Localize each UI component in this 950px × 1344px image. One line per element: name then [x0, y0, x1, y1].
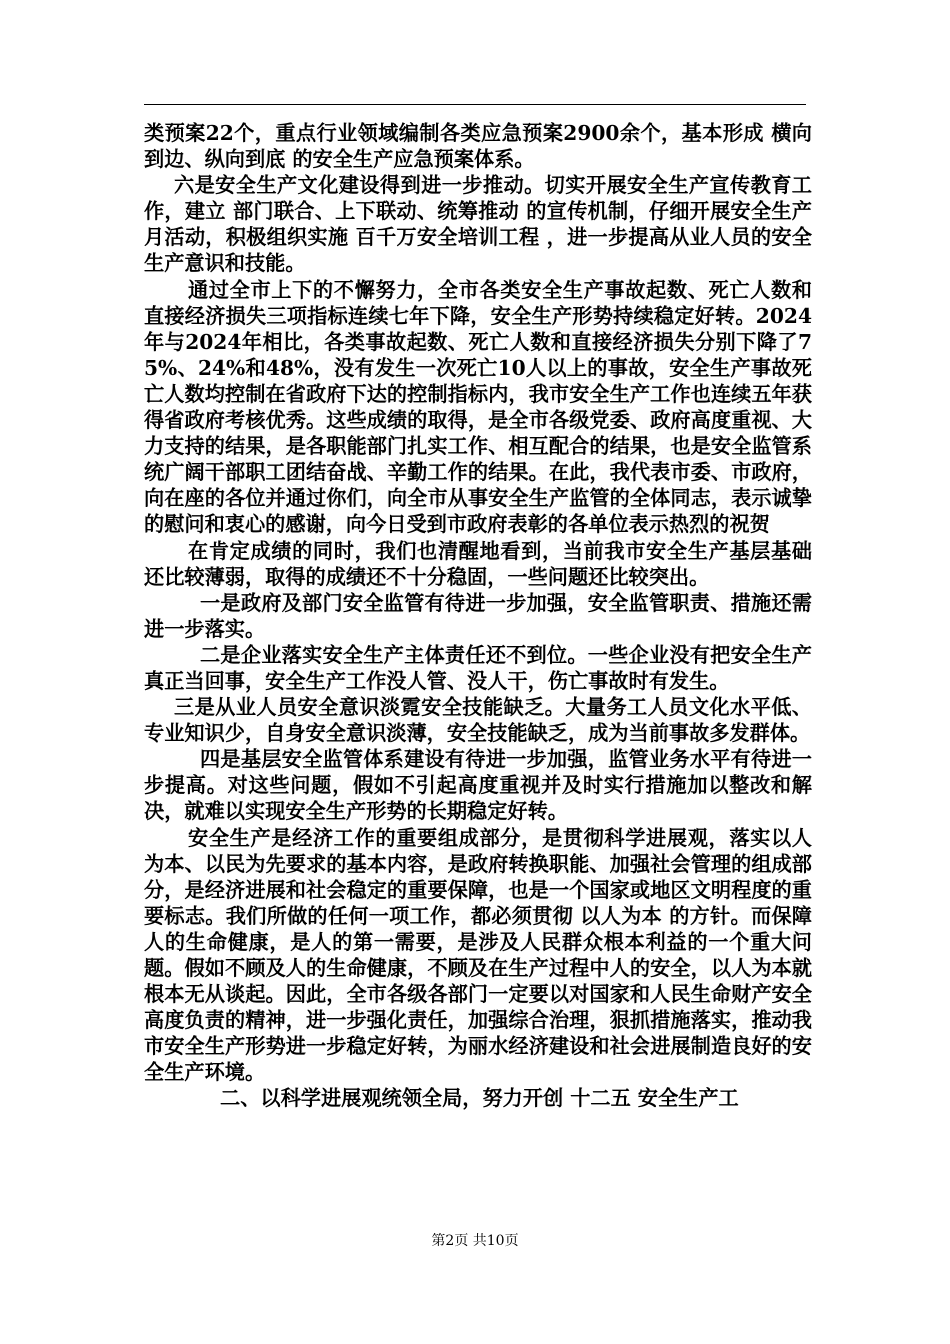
header-rule	[144, 104, 806, 105]
paragraph-2: 六是安全生产文化建设得到进一步推动。切实开展安全生产宣传教育工作，建立 部门联合、上下联动、统筹推动 的宣传机制，仔细开展安全生产月活动，积极组织实施 百千万安全培训工程 ，进一步提高从业人员的安全生产意识和技能。	[144, 173, 812, 276]
paragraph-5: 一是政府及部门安全监管有待进一步加强，安全监管职责、措施还需进一步落实。	[144, 590, 812, 641]
body-text	[144, 120, 812, 1112]
paragraph-3: 通过全市上下的不懈努力，全市各类安全生产事故起数、死亡人数和直接经济损失三项指标连续七年下降，安全生产形势持续稳定好转。2024年与2024年相比，各类事故起数、死亡人数和直接经济损失分别下降了75%、24%和48%，没有发生一次死亡10人以上的事故，安全生产事故死亡人数均控制在省政府下达的控制指标内，我市安全生产工作也连续五年获得省政府考核优秀。这些成绩的取得，是全市各级党委、政府高度重视、大力支持的结果，是各职能部门扎实工作、相互配合的结果，也是安全监管系统广阔干部职工团结奋战、辛勤工作的结果。在此，我代表市委、市政府，向在座的各位并通过你们，向全市从事安全生产监管的全体同志，表示诚挚的慰问和衷心的感谢，向今日受到市政府表彰的各单位表示热烈的祝贺	[144, 277, 812, 537]
paragraph-9: 安全生产是经济工作的重要组成部分，是贯彻科学进展观，落实以人为本、以民为先要求的基本内容，是政府转换职能、加强社会管理的组成部分，是经济进展和社会稳定的重要保障，也是一个国家或地区文明程度的重要标志。我们所做的任何一项工作，都必须贯彻 以人为本 的方针。而保障人的生命健康，是人的第一需要，是涉及人民群众根本利益的一个重大问题。假如不顾及人的生命健康，不顾及在生产过程中人的安全，以人为本就根本无从谈起。因此，全市各级各部门一定要以对国家和人民生命财产安全高度负责的精神，进一步强化责任，加强综合治理，狠抓措施落实，推动我市安全生产形势进一步稳定好转，为丽水经济建设和社会进展制造良好的安全生产环境。	[144, 825, 812, 1085]
paragraph-6: 二是企业落实安全生产主体责任还不到位。一些企业没有把安全生产真正当回事，安全生产工作没人管、没人干，伤亡事故时有发生。	[144, 642, 812, 693]
page-footer: 第2页 共10页	[431, 1233, 519, 1249]
paragraph-1: 类预案22个，重点行业领域编制各类应急预案2900余个，基本形成 横向到边、纵向到底 的安全生产应急预案体系。	[144, 121, 812, 172]
paragraph-4: 在肯定成绩的同时，我们也清醒地看到，当前我市安全生产基层基础还比较薄弱，取得的成绩还不十分稳固，一些问题还比较突出。	[144, 538, 812, 589]
paragraph-7: 三是从业人员安全意识淡霓安全技能缺乏。大量务工人员文化水平低、专业知识少，自身安全意识淡薄，安全技能缺乏，成为当前事故多发群体。	[144, 695, 812, 746]
paragraph-10: 二、以科学进展观统领全局，努力开创 十二五 安全生产工	[220, 1086, 739, 1111]
paragraph-8: 四是基层安全监管体系建设有待进一步加强，监管业务水平有待进一步提高。对这些问题，假如不引起高度重视并及时实行措施加以整改和解决，就难以实现安全生产形势的长期稳定好转。	[144, 747, 812, 824]
